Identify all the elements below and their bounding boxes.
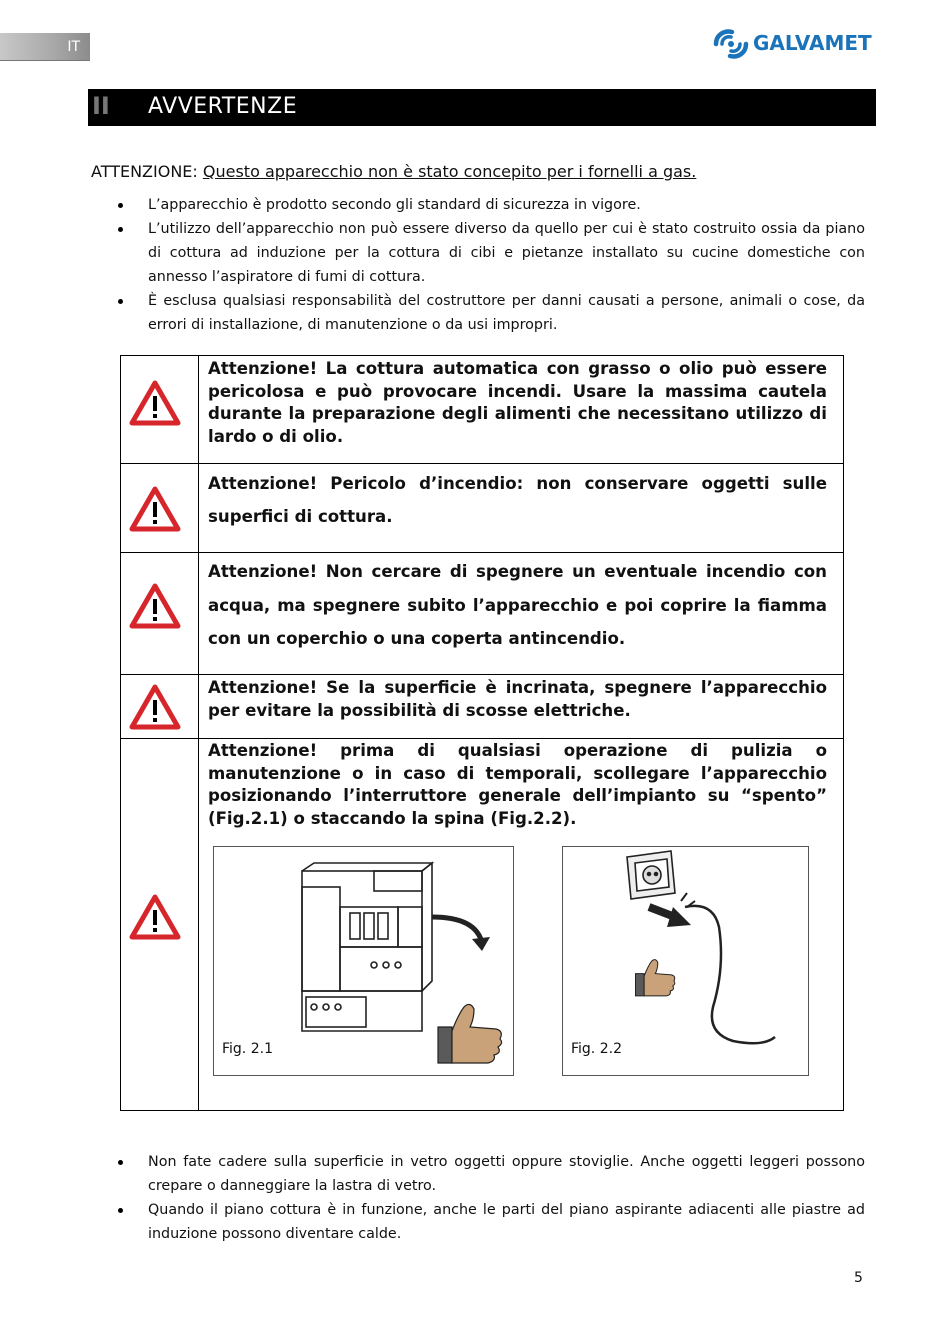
- list-item: Quando il piano cottura è in funzione, anche le parti del piano aspirante adiacenti alle piastre ad induzione possono diventare calde.: [110, 1198, 865, 1246]
- attention-text: Questo apparecchio non è stato concepito per i fornelli a gas.: [202, 162, 697, 181]
- attention-notice: [91, 162, 696, 182]
- warning-text: Attenzione! Pericolo d’incendio: non conservare oggetti sulle superfici di cottura.: [208, 474, 827, 526]
- warning-text: Attenzione! Non cercare di spegnere un eventuale incendio con acqua, ma spegnere subito l’apparecchio e poi coprire la fiamma con un coperchio o una coperta antincendio.: [208, 562, 827, 648]
- warning-triangle-icon: [129, 684, 181, 730]
- brand-swirl-icon: [710, 27, 752, 61]
- language-label: IT: [67, 39, 80, 55]
- warning-row: [121, 739, 843, 1110]
- brand-name: GALVAMET: [753, 31, 872, 55]
- warning-row: [121, 464, 843, 553]
- warning-triangle-icon: [129, 583, 181, 629]
- warning-icon-cell: [121, 739, 199, 1110]
- list-item: Non fate cadere sulla superficie in vetro oggetti oppure stoviglie. Anche oggetti leggeri possono crepare o danneggiare la lastra di vetro.: [110, 1150, 865, 1198]
- warning-triangle-icon: [129, 894, 181, 940]
- warning-icon-cell: [121, 553, 199, 674]
- warning-text: Attenzione! La cottura automatica con grasso o olio può essere pericolosa e può provocare incendi. Usare la massima cautela durante la preparazione degli alimenti che necessitano utilizzo di lardo o di olio.: [208, 359, 827, 446]
- figure-caption: Fig. 2.1: [222, 1041, 273, 1057]
- warnings-table: [120, 355, 844, 1111]
- warning-triangle-icon: [129, 486, 181, 532]
- closing-bullet-list: [110, 1150, 865, 1246]
- figure-circuit-breaker: [213, 846, 514, 1076]
- figure-caption: Fig. 2.2: [571, 1041, 622, 1057]
- language-tab: [0, 33, 90, 61]
- intro-bullet-list: [110, 193, 865, 337]
- list-item: È esclusa qualsiasi responsabilità del costruttore per danni causati a persone, animali o cose, da errori di installazione, di manutenzione o da usi impropri.: [110, 289, 865, 337]
- warning-row: [121, 553, 843, 675]
- section-header: [88, 89, 876, 126]
- warning-icon-cell: [121, 464, 199, 552]
- warning-row: [121, 356, 843, 464]
- warning-row: [121, 675, 843, 739]
- section-title: AVVERTENZE: [148, 94, 298, 119]
- warning-icon-cell: [121, 356, 199, 463]
- warning-text: Attenzione! Se la superficie è incrinata, spegnere l’apparecchio per evitare la possibilità di scosse elettriche.: [208, 678, 827, 720]
- list-item: L’apparecchio è prodotto secondo gli standard di sicurezza in vigore.: [110, 193, 865, 217]
- figure-unplug: [562, 846, 809, 1076]
- attention-label: ATTENZIONE:: [91, 162, 203, 181]
- list-item: L’utilizzo dell’apparecchio non può essere diverso da quello per cui è stato costruito ossia da piano di cottura ad induzione per la cottura di cibi e pietanze installato su cucine domestiche con annesso l’aspiratore di fumi di cottura.: [110, 217, 865, 289]
- warning-triangle-icon: [129, 380, 181, 426]
- brand-logo: [710, 26, 905, 62]
- warning-text: Attenzione! prima di qualsiasi operazione di pulizia o manutenzione o in caso di temporali, scollegare l’apparecchio posizionando l’interruttore generale dell’impianto su “spento” (Fig.2.1) o staccando la spina (Fig.2.2).: [208, 741, 827, 828]
- warning-icon-cell: [121, 675, 199, 738]
- section-number: II: [92, 92, 110, 120]
- page-number: 5: [854, 1270, 863, 1286]
